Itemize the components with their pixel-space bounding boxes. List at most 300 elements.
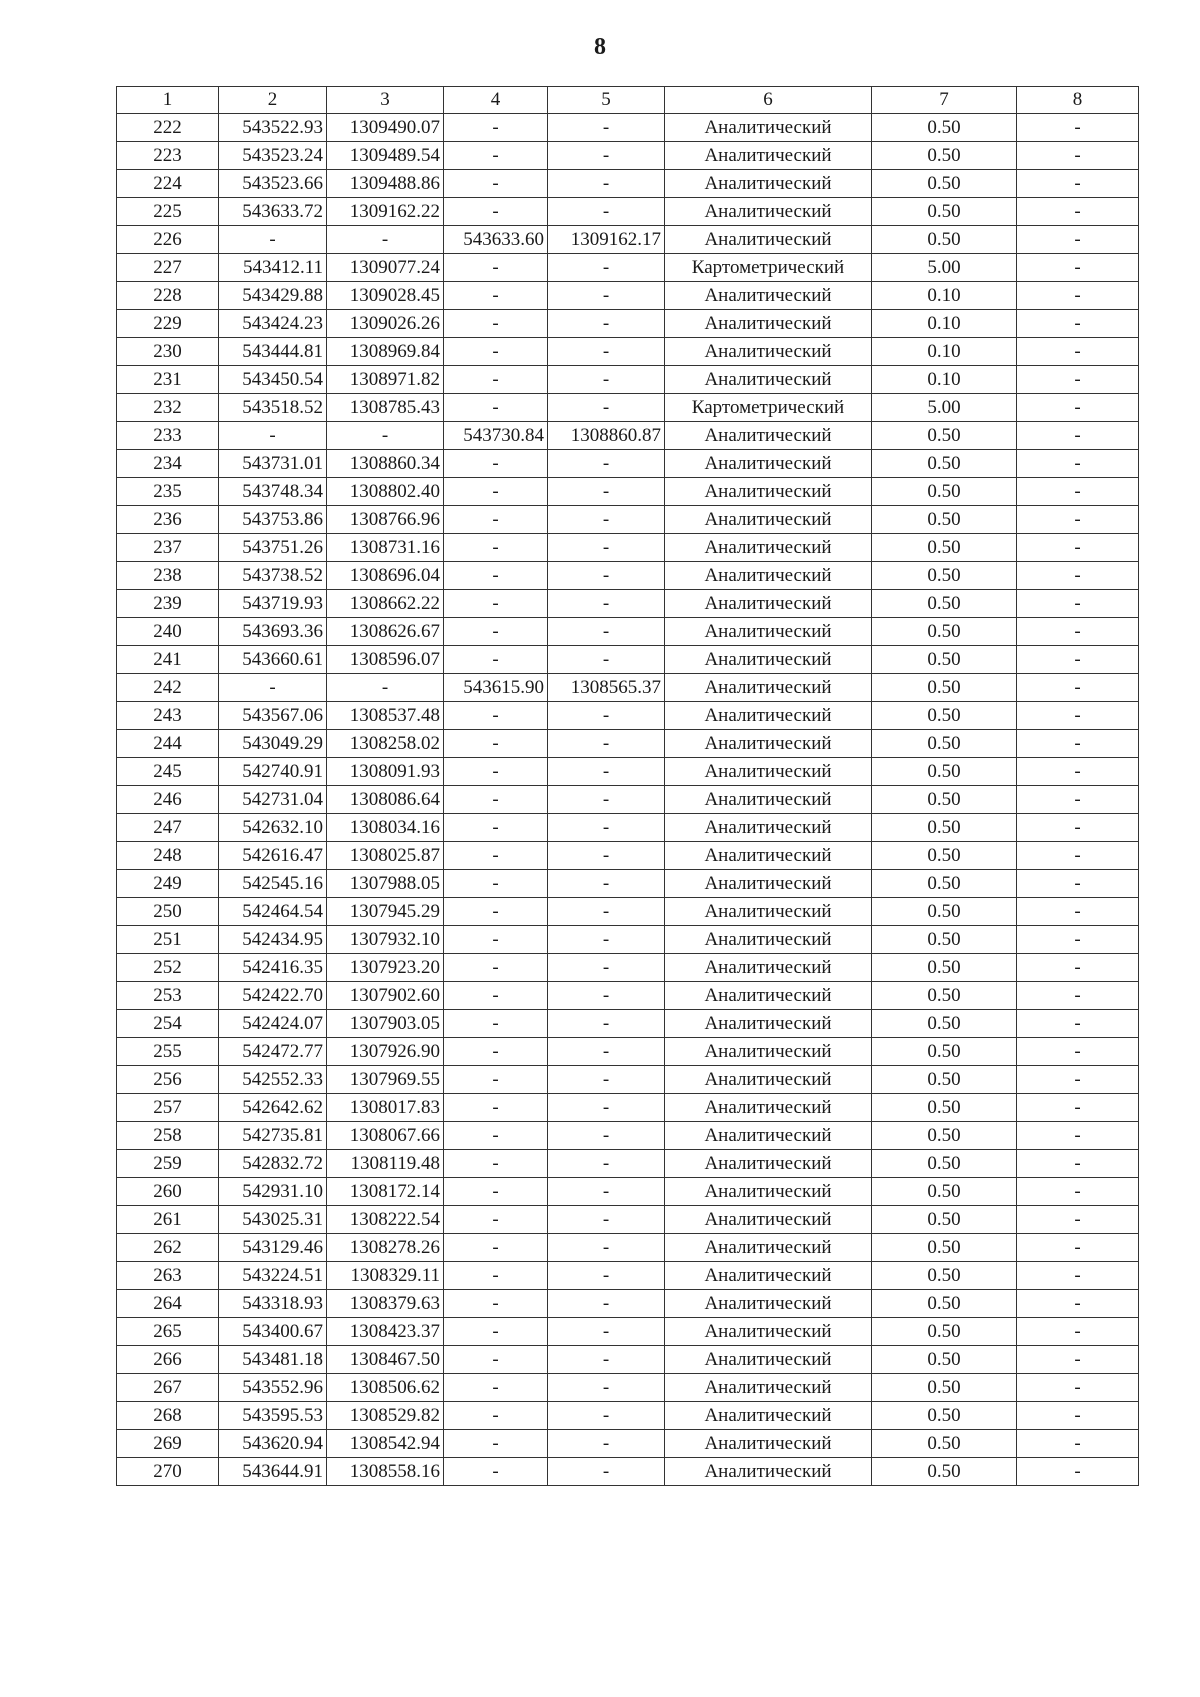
method-cell: Аналитический bbox=[665, 1206, 872, 1234]
table-row bbox=[117, 758, 1139, 786]
y-coordinate-cell: 1308542.94 bbox=[327, 1430, 444, 1458]
accuracy-cell: 0.50 bbox=[872, 786, 1017, 814]
y-coordinate-cell: 1309162.22 bbox=[327, 198, 444, 226]
y-coordinate-cell: 1308329.11 bbox=[327, 1262, 444, 1290]
x-coordinate-cell: 543620.94 bbox=[219, 1430, 327, 1458]
y-coordinate-alt-cell: - bbox=[548, 282, 665, 310]
x-coordinate-alt-cell: - bbox=[444, 478, 548, 506]
x-coordinate-cell: 543552.96 bbox=[219, 1374, 327, 1402]
description-cell: - bbox=[1017, 226, 1139, 254]
description-cell: - bbox=[1017, 674, 1139, 702]
method-cell: Аналитический bbox=[665, 1374, 872, 1402]
table-body bbox=[117, 114, 1139, 1486]
x-coordinate-cell: 543633.72 bbox=[219, 198, 327, 226]
table-row bbox=[117, 618, 1139, 646]
y-coordinate-alt-cell: - bbox=[548, 1374, 665, 1402]
point-number-cell: 227 bbox=[117, 254, 219, 282]
table-row bbox=[117, 1374, 1139, 1402]
x-coordinate-cell: - bbox=[219, 674, 327, 702]
point-number-cell: 247 bbox=[117, 814, 219, 842]
method-cell: Аналитический bbox=[665, 1150, 872, 1178]
y-coordinate-alt-cell: - bbox=[548, 1402, 665, 1430]
x-coordinate-alt-cell: - bbox=[444, 534, 548, 562]
method-cell: Аналитический bbox=[665, 1066, 872, 1094]
method-cell: Аналитический bbox=[665, 1346, 872, 1374]
x-coordinate-cell: 542434.95 bbox=[219, 926, 327, 954]
x-coordinate-cell: 543025.31 bbox=[219, 1206, 327, 1234]
y-coordinate-cell: 1307969.55 bbox=[327, 1066, 444, 1094]
point-number-cell: 255 bbox=[117, 1038, 219, 1066]
x-coordinate-cell: 543753.86 bbox=[219, 506, 327, 534]
method-cell: Аналитический bbox=[665, 366, 872, 394]
y-coordinate-cell: 1308558.16 bbox=[327, 1458, 444, 1486]
point-number-cell: 266 bbox=[117, 1346, 219, 1374]
point-number-cell: 250 bbox=[117, 898, 219, 926]
point-number-cell: 229 bbox=[117, 310, 219, 338]
description-cell: - bbox=[1017, 1458, 1139, 1486]
y-coordinate-cell: 1308278.26 bbox=[327, 1234, 444, 1262]
x-coordinate-alt-cell: - bbox=[444, 954, 548, 982]
y-coordinate-alt-cell: - bbox=[548, 898, 665, 926]
method-cell: Аналитический bbox=[665, 562, 872, 590]
x-coordinate-alt-cell: - bbox=[444, 1150, 548, 1178]
table-row bbox=[117, 1150, 1139, 1178]
y-coordinate-alt-cell: - bbox=[548, 1262, 665, 1290]
y-coordinate-alt-cell: - bbox=[548, 1430, 665, 1458]
method-cell: Аналитический bbox=[665, 1234, 872, 1262]
method-cell: Аналитический bbox=[665, 282, 872, 310]
y-coordinate-alt-cell: - bbox=[548, 1178, 665, 1206]
description-cell: - bbox=[1017, 394, 1139, 422]
x-coordinate-cell: 543523.24 bbox=[219, 142, 327, 170]
table-row bbox=[117, 254, 1139, 282]
method-cell: Аналитический bbox=[665, 506, 872, 534]
x-coordinate-cell: 542424.07 bbox=[219, 1010, 327, 1038]
y-coordinate-alt-cell: - bbox=[548, 954, 665, 982]
x-coordinate-alt-cell: 543615.90 bbox=[444, 674, 548, 702]
y-coordinate-alt-cell: - bbox=[548, 114, 665, 142]
y-coordinate-cell: 1308766.96 bbox=[327, 506, 444, 534]
column-header: 5 bbox=[548, 87, 665, 114]
method-cell: Аналитический bbox=[665, 982, 872, 1010]
x-coordinate-cell: 543660.61 bbox=[219, 646, 327, 674]
description-cell: - bbox=[1017, 170, 1139, 198]
description-cell: - bbox=[1017, 282, 1139, 310]
point-number-cell: 240 bbox=[117, 618, 219, 646]
accuracy-cell: 0.50 bbox=[872, 898, 1017, 926]
point-number-cell: 225 bbox=[117, 198, 219, 226]
y-coordinate-cell: 1308222.54 bbox=[327, 1206, 444, 1234]
table-header-row bbox=[117, 87, 1139, 114]
accuracy-cell: 0.50 bbox=[872, 1206, 1017, 1234]
accuracy-cell: 0.50 bbox=[872, 1430, 1017, 1458]
x-coordinate-alt-cell: - bbox=[444, 1234, 548, 1262]
point-number-cell: 246 bbox=[117, 786, 219, 814]
x-coordinate-cell: 542632.10 bbox=[219, 814, 327, 842]
y-coordinate-cell: 1308119.48 bbox=[327, 1150, 444, 1178]
method-cell: Аналитический bbox=[665, 730, 872, 758]
x-coordinate-alt-cell: - bbox=[444, 338, 548, 366]
column-header: 6 bbox=[665, 87, 872, 114]
method-cell: Аналитический bbox=[665, 674, 872, 702]
x-coordinate-cell: 542472.77 bbox=[219, 1038, 327, 1066]
point-number-cell: 241 bbox=[117, 646, 219, 674]
table-row bbox=[117, 1178, 1139, 1206]
table-row bbox=[117, 310, 1139, 338]
y-coordinate-cell: 1308696.04 bbox=[327, 562, 444, 590]
y-coordinate-cell: 1308091.93 bbox=[327, 758, 444, 786]
table-row bbox=[117, 1094, 1139, 1122]
table-row bbox=[117, 954, 1139, 982]
method-cell: Аналитический bbox=[665, 114, 872, 142]
x-coordinate-alt-cell: - bbox=[444, 562, 548, 590]
y-coordinate-alt-cell: - bbox=[548, 1318, 665, 1346]
accuracy-cell: 0.50 bbox=[872, 1346, 1017, 1374]
table-row bbox=[117, 1458, 1139, 1486]
table-row bbox=[117, 1206, 1139, 1234]
table-row bbox=[117, 534, 1139, 562]
table-row bbox=[117, 1066, 1139, 1094]
point-number-cell: 248 bbox=[117, 842, 219, 870]
y-coordinate-cell: 1307902.60 bbox=[327, 982, 444, 1010]
description-cell: - bbox=[1017, 618, 1139, 646]
y-coordinate-cell: 1307988.05 bbox=[327, 870, 444, 898]
x-coordinate-alt-cell: - bbox=[444, 1178, 548, 1206]
y-coordinate-alt-cell: - bbox=[548, 170, 665, 198]
table-row bbox=[117, 814, 1139, 842]
method-cell: Аналитический bbox=[665, 1094, 872, 1122]
accuracy-cell: 0.50 bbox=[872, 1458, 1017, 1486]
description-cell: - bbox=[1017, 254, 1139, 282]
method-cell: Аналитический bbox=[665, 338, 872, 366]
description-cell: - bbox=[1017, 1262, 1139, 1290]
accuracy-cell: 0.50 bbox=[872, 730, 1017, 758]
accuracy-cell: 0.50 bbox=[872, 142, 1017, 170]
x-coordinate-alt-cell: - bbox=[444, 1122, 548, 1150]
table-row bbox=[117, 926, 1139, 954]
method-cell: Аналитический bbox=[665, 310, 872, 338]
y-coordinate-cell: 1308034.16 bbox=[327, 814, 444, 842]
point-number-cell: 231 bbox=[117, 366, 219, 394]
y-coordinate-cell: 1308731.16 bbox=[327, 534, 444, 562]
x-coordinate-cell: 543129.46 bbox=[219, 1234, 327, 1262]
page-number: 8 bbox=[594, 34, 606, 60]
x-coordinate-alt-cell: - bbox=[444, 842, 548, 870]
table-row bbox=[117, 366, 1139, 394]
table-row bbox=[117, 1290, 1139, 1318]
x-coordinate-cell: - bbox=[219, 422, 327, 450]
description-cell: - bbox=[1017, 506, 1139, 534]
description-cell: - bbox=[1017, 310, 1139, 338]
x-coordinate-alt-cell: - bbox=[444, 982, 548, 1010]
y-coordinate-alt-cell: - bbox=[548, 254, 665, 282]
point-number-cell: 249 bbox=[117, 870, 219, 898]
x-coordinate-cell: 542616.47 bbox=[219, 842, 327, 870]
description-cell: - bbox=[1017, 786, 1139, 814]
table-row bbox=[117, 842, 1139, 870]
accuracy-cell: 0.50 bbox=[872, 982, 1017, 1010]
x-coordinate-alt-cell: - bbox=[444, 1458, 548, 1486]
table-row bbox=[117, 394, 1139, 422]
x-coordinate-cell: 542545.16 bbox=[219, 870, 327, 898]
point-number-cell: 258 bbox=[117, 1122, 219, 1150]
x-coordinate-cell: 542731.04 bbox=[219, 786, 327, 814]
x-coordinate-alt-cell: - bbox=[444, 254, 548, 282]
y-coordinate-alt-cell: - bbox=[548, 982, 665, 1010]
x-coordinate-alt-cell: - bbox=[444, 1290, 548, 1318]
x-coordinate-alt-cell: 543633.60 bbox=[444, 226, 548, 254]
x-coordinate-alt-cell: - bbox=[444, 1402, 548, 1430]
point-number-cell: 263 bbox=[117, 1262, 219, 1290]
x-coordinate-cell: 543518.52 bbox=[219, 394, 327, 422]
y-coordinate-cell: 1309490.07 bbox=[327, 114, 444, 142]
y-coordinate-alt-cell: 1308860.87 bbox=[548, 422, 665, 450]
point-number-cell: 257 bbox=[117, 1094, 219, 1122]
method-cell: Аналитический bbox=[665, 1430, 872, 1458]
x-coordinate-cell: 542416.35 bbox=[219, 954, 327, 982]
y-coordinate-alt-cell: - bbox=[548, 198, 665, 226]
description-cell: - bbox=[1017, 114, 1139, 142]
table-row bbox=[117, 898, 1139, 926]
y-coordinate-alt-cell: - bbox=[548, 618, 665, 646]
accuracy-cell: 0.50 bbox=[872, 198, 1017, 226]
y-coordinate-cell: 1307932.10 bbox=[327, 926, 444, 954]
accuracy-cell: 0.50 bbox=[872, 618, 1017, 646]
x-coordinate-cell: 543049.29 bbox=[219, 730, 327, 758]
description-cell: - bbox=[1017, 1206, 1139, 1234]
point-number-cell: 265 bbox=[117, 1318, 219, 1346]
y-coordinate-cell: 1308969.84 bbox=[327, 338, 444, 366]
method-cell: Аналитический bbox=[665, 1038, 872, 1066]
table-row bbox=[117, 338, 1139, 366]
point-number-cell: 223 bbox=[117, 142, 219, 170]
description-cell: - bbox=[1017, 338, 1139, 366]
column-header: 8 bbox=[1017, 87, 1139, 114]
x-coordinate-alt-cell: - bbox=[444, 1318, 548, 1346]
accuracy-cell: 5.00 bbox=[872, 254, 1017, 282]
y-coordinate-alt-cell: - bbox=[548, 1346, 665, 1374]
x-coordinate-alt-cell: - bbox=[444, 366, 548, 394]
y-coordinate-cell: 1308529.82 bbox=[327, 1402, 444, 1430]
accuracy-cell: 0.10 bbox=[872, 282, 1017, 310]
method-cell: Аналитический bbox=[665, 590, 872, 618]
x-coordinate-alt-cell: 543730.84 bbox=[444, 422, 548, 450]
description-cell: - bbox=[1017, 534, 1139, 562]
x-coordinate-alt-cell: - bbox=[444, 1206, 548, 1234]
y-coordinate-cell: 1308802.40 bbox=[327, 478, 444, 506]
accuracy-cell: 0.50 bbox=[872, 842, 1017, 870]
y-coordinate-cell: 1307923.20 bbox=[327, 954, 444, 982]
x-coordinate-alt-cell: - bbox=[444, 1262, 548, 1290]
x-coordinate-cell: 543567.06 bbox=[219, 702, 327, 730]
column-header: 2 bbox=[219, 87, 327, 114]
description-cell: - bbox=[1017, 1038, 1139, 1066]
x-coordinate-cell: 543481.18 bbox=[219, 1346, 327, 1374]
method-cell: Аналитический bbox=[665, 1318, 872, 1346]
y-coordinate-cell: 1308971.82 bbox=[327, 366, 444, 394]
description-cell: - bbox=[1017, 590, 1139, 618]
accuracy-cell: 0.50 bbox=[872, 534, 1017, 562]
coordinates-table bbox=[116, 86, 1139, 1486]
x-coordinate-alt-cell: - bbox=[444, 282, 548, 310]
y-coordinate-alt-cell: - bbox=[548, 870, 665, 898]
y-coordinate-cell: 1308626.67 bbox=[327, 618, 444, 646]
point-number-cell: 244 bbox=[117, 730, 219, 758]
point-number-cell: 267 bbox=[117, 1374, 219, 1402]
method-cell: Картометрический bbox=[665, 394, 872, 422]
y-coordinate-alt-cell: 1308565.37 bbox=[548, 674, 665, 702]
description-cell: - bbox=[1017, 954, 1139, 982]
y-coordinate-cell: 1309489.54 bbox=[327, 142, 444, 170]
accuracy-cell: 0.50 bbox=[872, 646, 1017, 674]
x-coordinate-alt-cell: - bbox=[444, 618, 548, 646]
y-coordinate-alt-cell: - bbox=[548, 1234, 665, 1262]
point-number-cell: 260 bbox=[117, 1178, 219, 1206]
accuracy-cell: 0.50 bbox=[872, 1038, 1017, 1066]
x-coordinate-alt-cell: - bbox=[444, 170, 548, 198]
x-coordinate-cell: 543644.91 bbox=[219, 1458, 327, 1486]
accuracy-cell: 0.50 bbox=[872, 114, 1017, 142]
y-coordinate-cell: 1309026.26 bbox=[327, 310, 444, 338]
table-row bbox=[117, 114, 1139, 142]
y-coordinate-cell: 1308467.50 bbox=[327, 1346, 444, 1374]
point-number-cell: 259 bbox=[117, 1150, 219, 1178]
method-cell: Аналитический bbox=[665, 1262, 872, 1290]
point-number-cell: 262 bbox=[117, 1234, 219, 1262]
accuracy-cell: 0.50 bbox=[872, 226, 1017, 254]
point-number-cell: 238 bbox=[117, 562, 219, 590]
table-row bbox=[117, 590, 1139, 618]
y-coordinate-cell: 1308537.48 bbox=[327, 702, 444, 730]
y-coordinate-alt-cell: - bbox=[548, 1094, 665, 1122]
y-coordinate-cell: 1308086.64 bbox=[327, 786, 444, 814]
x-coordinate-alt-cell: - bbox=[444, 1094, 548, 1122]
x-coordinate-alt-cell: - bbox=[444, 814, 548, 842]
table-row bbox=[117, 1402, 1139, 1430]
accuracy-cell: 0.50 bbox=[872, 1094, 1017, 1122]
table-row bbox=[117, 730, 1139, 758]
point-number-cell: 243 bbox=[117, 702, 219, 730]
y-coordinate-alt-cell: - bbox=[548, 926, 665, 954]
method-cell: Аналитический bbox=[665, 702, 872, 730]
method-cell: Аналитический bbox=[665, 198, 872, 226]
accuracy-cell: 0.50 bbox=[872, 674, 1017, 702]
x-coordinate-cell: 543731.01 bbox=[219, 450, 327, 478]
point-number-cell: 256 bbox=[117, 1066, 219, 1094]
y-coordinate-alt-cell: - bbox=[548, 450, 665, 478]
y-coordinate-alt-cell: - bbox=[548, 590, 665, 618]
x-coordinate-cell: 543522.93 bbox=[219, 114, 327, 142]
x-coordinate-cell: 542552.33 bbox=[219, 1066, 327, 1094]
description-cell: - bbox=[1017, 450, 1139, 478]
x-coordinate-cell: 543424.23 bbox=[219, 310, 327, 338]
method-cell: Аналитический bbox=[665, 450, 872, 478]
x-coordinate-cell: 543719.93 bbox=[219, 590, 327, 618]
y-coordinate-cell: 1309028.45 bbox=[327, 282, 444, 310]
accuracy-cell: 0.50 bbox=[872, 422, 1017, 450]
y-coordinate-cell: 1308662.22 bbox=[327, 590, 444, 618]
accuracy-cell: 0.50 bbox=[872, 1150, 1017, 1178]
x-coordinate-cell: 543224.51 bbox=[219, 1262, 327, 1290]
point-number-cell: 252 bbox=[117, 954, 219, 982]
x-coordinate-alt-cell: - bbox=[444, 730, 548, 758]
x-coordinate-alt-cell: - bbox=[444, 506, 548, 534]
method-cell: Аналитический bbox=[665, 170, 872, 198]
description-cell: - bbox=[1017, 1066, 1139, 1094]
description-cell: - bbox=[1017, 562, 1139, 590]
x-coordinate-alt-cell: - bbox=[444, 646, 548, 674]
point-number-cell: 239 bbox=[117, 590, 219, 618]
method-cell: Аналитический bbox=[665, 842, 872, 870]
method-cell: Аналитический bbox=[665, 1458, 872, 1486]
description-cell: - bbox=[1017, 1402, 1139, 1430]
method-cell: Аналитический bbox=[665, 1290, 872, 1318]
y-coordinate-cell: - bbox=[327, 674, 444, 702]
x-coordinate-alt-cell: - bbox=[444, 926, 548, 954]
point-number-cell: 234 bbox=[117, 450, 219, 478]
y-coordinate-cell: 1307945.29 bbox=[327, 898, 444, 926]
method-cell: Аналитический bbox=[665, 1010, 872, 1038]
method-cell: Аналитический bbox=[665, 142, 872, 170]
point-number-cell: 230 bbox=[117, 338, 219, 366]
accuracy-cell: 0.10 bbox=[872, 310, 1017, 338]
y-coordinate-alt-cell: - bbox=[548, 1066, 665, 1094]
accuracy-cell: 0.50 bbox=[872, 478, 1017, 506]
description-cell: - bbox=[1017, 198, 1139, 226]
x-coordinate-alt-cell: - bbox=[444, 1430, 548, 1458]
point-number-cell: 261 bbox=[117, 1206, 219, 1234]
x-coordinate-alt-cell: - bbox=[444, 114, 548, 142]
y-coordinate-alt-cell: - bbox=[548, 562, 665, 590]
y-coordinate-cell: 1308017.83 bbox=[327, 1094, 444, 1122]
description-cell: - bbox=[1017, 870, 1139, 898]
description-cell: - bbox=[1017, 1122, 1139, 1150]
accuracy-cell: 0.50 bbox=[872, 1066, 1017, 1094]
x-coordinate-cell: 542422.70 bbox=[219, 982, 327, 1010]
x-coordinate-cell: 542931.10 bbox=[219, 1178, 327, 1206]
x-coordinate-alt-cell: - bbox=[444, 1038, 548, 1066]
description-cell: - bbox=[1017, 814, 1139, 842]
table-row bbox=[117, 1038, 1139, 1066]
point-number-cell: 235 bbox=[117, 478, 219, 506]
description-cell: - bbox=[1017, 1234, 1139, 1262]
y-coordinate-cell: - bbox=[327, 226, 444, 254]
point-number-cell: 222 bbox=[117, 114, 219, 142]
description-cell: - bbox=[1017, 422, 1139, 450]
column-header: 7 bbox=[872, 87, 1017, 114]
y-coordinate-alt-cell: - bbox=[548, 814, 665, 842]
accuracy-cell: 0.50 bbox=[872, 506, 1017, 534]
description-cell: - bbox=[1017, 478, 1139, 506]
x-coordinate-alt-cell: - bbox=[444, 702, 548, 730]
accuracy-cell: 0.50 bbox=[872, 1374, 1017, 1402]
description-cell: - bbox=[1017, 1430, 1139, 1458]
table-row bbox=[117, 198, 1139, 226]
point-number-cell: 232 bbox=[117, 394, 219, 422]
point-number-cell: 264 bbox=[117, 1290, 219, 1318]
point-number-cell: 270 bbox=[117, 1458, 219, 1486]
method-cell: Аналитический bbox=[665, 534, 872, 562]
y-coordinate-cell: 1308506.62 bbox=[327, 1374, 444, 1402]
table-row bbox=[117, 646, 1139, 674]
method-cell: Картометрический bbox=[665, 254, 872, 282]
x-coordinate-cell: 543523.66 bbox=[219, 170, 327, 198]
method-cell: Аналитический bbox=[665, 954, 872, 982]
table-row bbox=[117, 1122, 1139, 1150]
y-coordinate-cell: 1309488.86 bbox=[327, 170, 444, 198]
x-coordinate-cell: 542642.62 bbox=[219, 1094, 327, 1122]
description-cell: - bbox=[1017, 142, 1139, 170]
